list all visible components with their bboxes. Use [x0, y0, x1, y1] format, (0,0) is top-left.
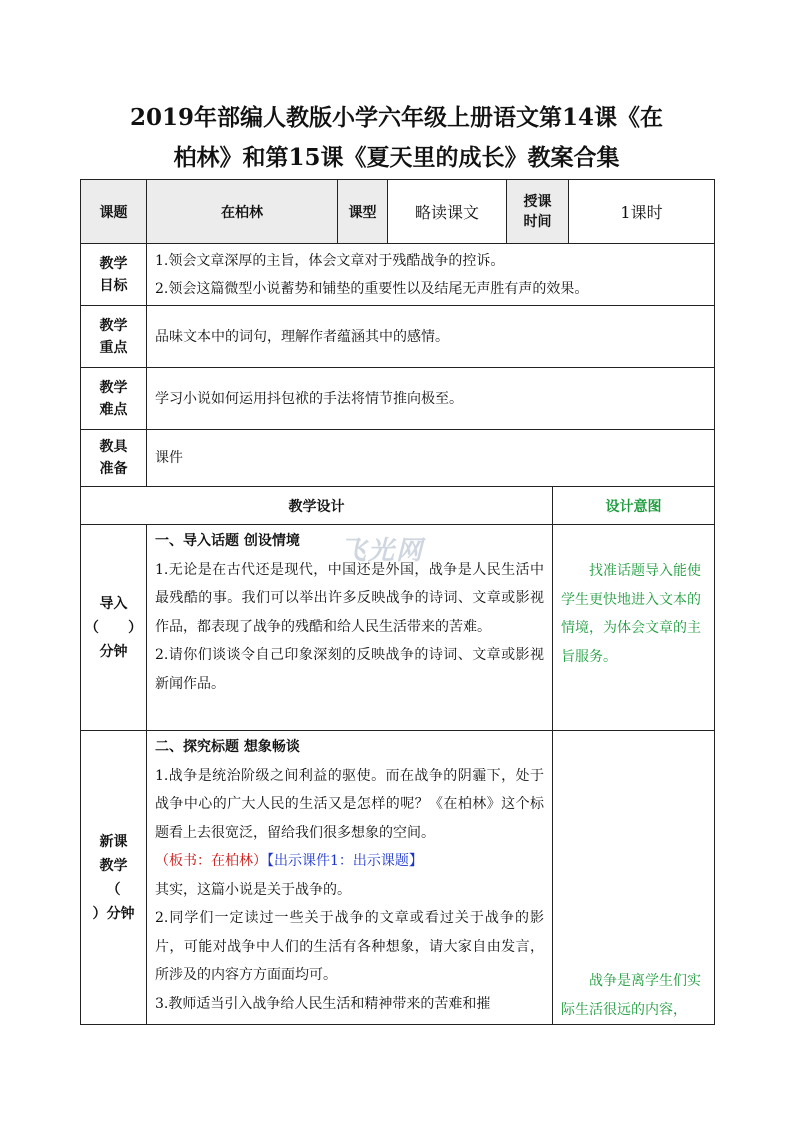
new-lesson-label	[81, 731, 147, 1025]
type-label: 课型	[338, 180, 388, 244]
label-line: 教学	[99, 255, 128, 272]
materials-label	[81, 430, 147, 487]
intro-paragraph-2: 2.请你们谈谈令自己印象深刻的反映战争的诗词、文章或影视新闻作品。	[155, 647, 544, 692]
new-lesson-paragraph-2: 2.同学们一定读过一些关于战争的文章或看过关于战争的影片，可能对战争中人们的生活有各种想象，请大家自由发言，所涉及的内容方方面面均可。	[155, 910, 544, 983]
label-line: （ ）	[84, 619, 143, 636]
board-note: （板书：在柏林）	[155, 853, 267, 869]
key-points-label	[81, 306, 147, 368]
type-value: 略读课文	[388, 180, 507, 244]
intro-paragraph-1: 1.无论是在古代还是现代，中国还是外国，战争是人民生活中最残酷的事。我们可以举出许多反映战争的诗词、文章或影视作品，都表现了战争的残酷和给人民生活带来的苦难。	[155, 561, 544, 635]
slide-note: 【出示课件1：出示课题】	[267, 853, 423, 869]
row-objectives	[81, 244, 715, 306]
label-line: 教学	[99, 857, 128, 874]
intro-content	[147, 525, 553, 731]
row-section-intro	[81, 525, 715, 731]
title-line-1: 2019年部编人教版小学六年级上册语文第14课《在	[129, 104, 664, 131]
intent-header: 设计意图	[553, 487, 715, 525]
title-line-2: 柏林》和第15课《夏天里的成长》教案合集	[173, 144, 620, 171]
intent-text: 战争是离学生们实际生活很远的内容，	[561, 973, 701, 1018]
intent-text: 找准话题导入能使学生更快地进入文本的情境，为体会文章的主旨服务。	[561, 563, 701, 665]
row-design-header	[81, 487, 715, 525]
time-label-line-1: 授课	[523, 193, 552, 210]
new-lesson-paragraph-3: 3.教师适当引入战争给人民生活和精神带来的苦难和摧	[155, 995, 491, 1012]
label-line: （	[106, 881, 121, 898]
intro-heading: 一、导入话题 创设情境	[155, 533, 300, 549]
difficulties-text: 学习小说如何运用抖包袱的手法将情节推向极至。	[147, 368, 715, 430]
row-materials	[81, 430, 715, 487]
text-line: 1.领会文章深厚的主旨，体会文章对于残酷战争的控诉。	[155, 252, 505, 269]
difficulties-label	[81, 368, 147, 430]
time-label-line-2: 时间	[523, 213, 552, 230]
label-line: 教具	[99, 439, 128, 455]
intro-intent	[553, 525, 715, 731]
label-line: 重点	[99, 339, 128, 356]
label-line: 目标	[99, 277, 128, 294]
design-header: 教学设计	[81, 487, 553, 525]
objectives-text	[147, 244, 715, 306]
key-points-text: 品味文本中的词句，理解作者蕴涵其中的感情。	[147, 306, 715, 368]
intro-label	[81, 525, 147, 731]
label-line: 分钟	[99, 643, 128, 660]
topic-label: 课题	[81, 180, 147, 244]
document-title	[80, 98, 713, 178]
label-line: 导入	[99, 595, 128, 612]
text-line: 2.领会这篇微型小说蓄势和铺垫的重要性以及结尾无声胜有声的效果。	[155, 280, 589, 297]
new-lesson-board-line	[155, 847, 544, 876]
new-lesson-intent	[553, 731, 715, 1025]
time-label	[507, 180, 569, 244]
label-line: 新课	[99, 833, 128, 850]
new-lesson-content	[147, 731, 553, 1025]
label-line: 难点	[99, 401, 128, 418]
row-section-new-lesson	[81, 731, 715, 1025]
new-lesson-heading: 二、探究标题 想象畅谈	[155, 739, 300, 755]
topic-value: 在柏林	[147, 180, 338, 244]
new-lesson-paragraph-1: 1.战争是统治阶级之间利益的驱使。而在战争的阴霾下，处于战争中心的广大人民的生活又是怎样的呢？《在柏林》这个标题看上去很宽泛，留给我们很多想象的空间。	[155, 767, 544, 841]
new-lesson-paragraph-1b: 其实，这篇小说是关于战争的。	[155, 881, 351, 898]
time-value: 1课时	[569, 180, 715, 244]
label-line: 准备	[99, 461, 128, 477]
lesson-plan-table	[80, 179, 715, 1025]
label-line: ）分钟	[92, 905, 135, 922]
row-difficulties	[81, 368, 715, 430]
header-row	[81, 180, 715, 244]
watermark-logo: 飞光网	[340, 536, 425, 566]
objectives-label	[81, 244, 147, 306]
label-line: 教学	[99, 317, 128, 334]
row-key-points	[81, 306, 715, 368]
label-line: 教学	[99, 379, 128, 396]
materials-text: 课件	[147, 430, 715, 487]
